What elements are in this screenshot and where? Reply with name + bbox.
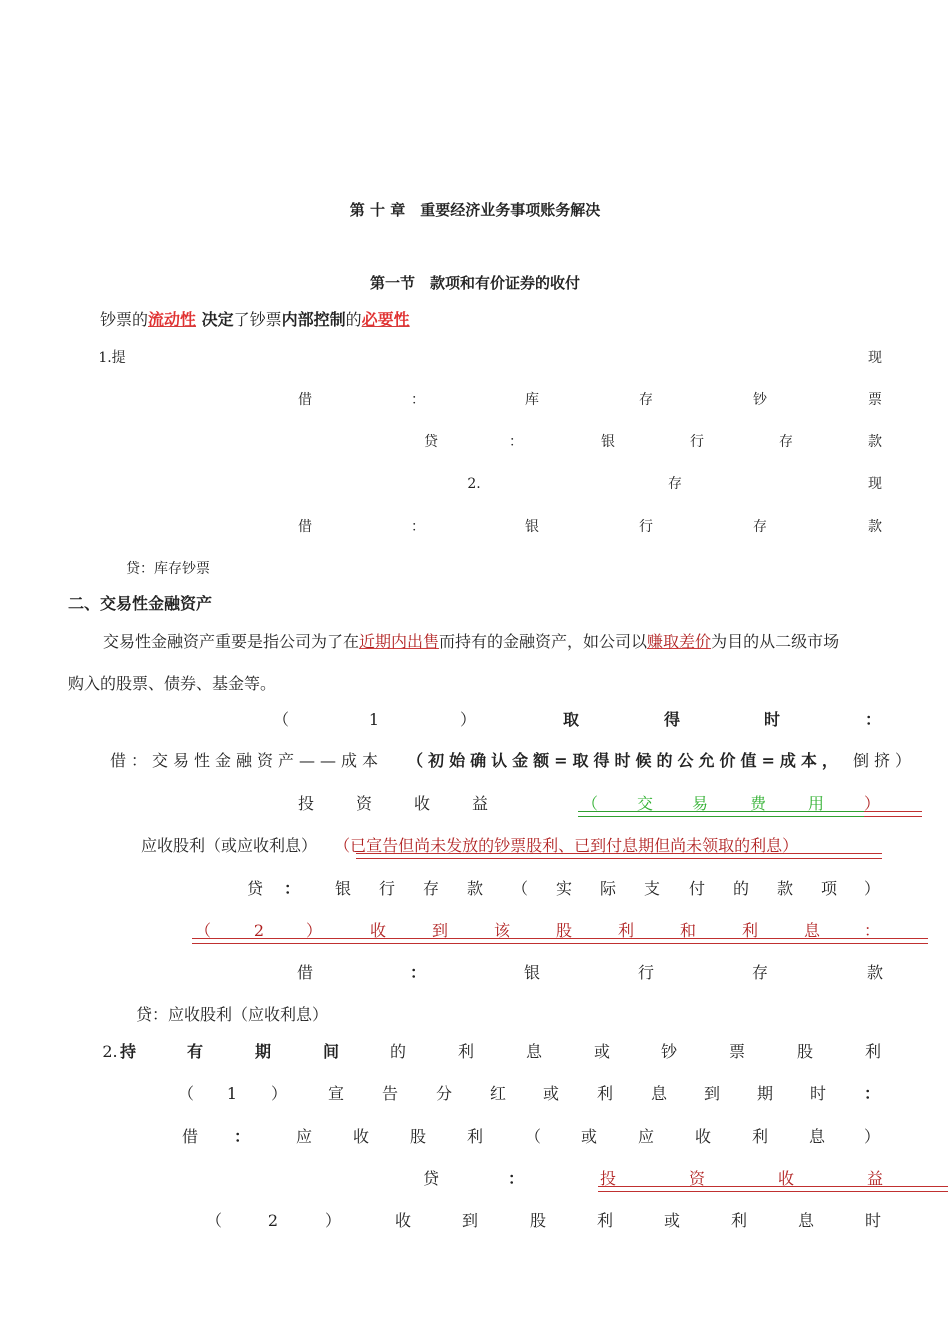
step-char: 利 — [596, 1084, 614, 1103]
entry-char: 投 — [297, 794, 315, 813]
heading-char: 或 — [593, 1042, 611, 1061]
heading-char: 期 — [254, 1042, 272, 1061]
fee-char: ） — [863, 794, 881, 813]
entry-char: 款 — [868, 519, 882, 535]
entry-char: 钞 — [753, 392, 767, 408]
para-text: 而持有的金融资产，如公司以 — [439, 632, 648, 651]
entry-char: 资 — [355, 794, 373, 813]
entry-char: 投 — [599, 1169, 617, 1188]
entry-char: 借 — [181, 1127, 199, 1146]
entry-char: 款 — [466, 879, 484, 898]
entry-char: 行 — [690, 434, 704, 450]
intro-text: 了钞票 — [233, 310, 282, 329]
step-char: 取 — [562, 710, 580, 729]
heading-char: 票 — [728, 1042, 746, 1061]
entry-char: 际 — [599, 879, 617, 898]
entry-char: 收 — [777, 1169, 795, 1188]
step-char: （ — [205, 1211, 223, 1230]
entry-char: 股 — [409, 1127, 427, 1146]
step-char: 股 — [555, 921, 573, 940]
entry-char: 益 — [471, 794, 489, 813]
entry-char: 款 — [776, 879, 794, 898]
item-text: 现 — [868, 350, 882, 366]
entry-char: （ — [511, 879, 529, 898]
step-char: 股 — [529, 1211, 547, 1230]
entry-text: 借：交易性金融资产——成本 — [110, 751, 384, 770]
entry-char: 收 — [694, 1127, 712, 1146]
item-number: 2. — [467, 476, 481, 492]
step-char: 到 — [461, 1211, 479, 1230]
heading-char: 钞 — [660, 1042, 678, 1061]
step-char: ） — [324, 1211, 342, 1230]
entry-char: 实 — [555, 879, 573, 898]
entry-2-credit — [126, 559, 950, 579]
step-char: 利 — [741, 921, 759, 940]
heading-char: 股 — [796, 1042, 814, 1061]
entry-note: （初始确认金额=取得时候的公允价值=成本， — [407, 751, 843, 770]
step-char: 或 — [542, 1084, 560, 1103]
step-char: 2 — [253, 921, 265, 940]
heading-char: 持 — [119, 1042, 137, 1061]
entry-char: ： — [411, 519, 425, 535]
entry-char: ： — [409, 963, 427, 982]
double-underline — [578, 811, 864, 817]
chapter-title — [0, 200, 950, 220]
intro-highlight: 流动性 — [148, 310, 197, 329]
intro-highlight: 必要性 — [361, 310, 410, 329]
step-2-credit — [136, 1005, 950, 1025]
chapter-title-text: 第 十 章 重要经济业务事项账务解决 — [349, 201, 601, 219]
step-char: （ — [194, 921, 212, 940]
entry-char: ： — [233, 1127, 251, 1146]
entry-char: 借 — [298, 392, 312, 408]
paragraph-line-1 — [103, 632, 950, 652]
section-heading-2 — [68, 594, 950, 614]
entry-char: ： — [283, 879, 301, 898]
intro-text: 的 — [345, 310, 362, 329]
step-char: 时 — [763, 710, 781, 729]
entry-char: 银 — [334, 879, 352, 898]
heading-char: 间 — [322, 1042, 340, 1061]
step-char: （ — [177, 1084, 195, 1103]
step-char: ： — [863, 1084, 881, 1103]
step-char: 到 — [431, 921, 449, 940]
entry-char: 项 — [820, 879, 838, 898]
step-char: 或 — [663, 1211, 681, 1230]
intro-text: 内部控制 — [281, 310, 346, 329]
entry-char: ： — [411, 392, 425, 408]
step-char: 分 — [435, 1084, 453, 1103]
para-highlight: 近期内出售 — [359, 632, 440, 651]
fee-char: 费 — [749, 794, 767, 813]
step-char: 息 — [797, 1211, 815, 1230]
entry-text: 贷：应收股利（应收利息） — [136, 1005, 329, 1024]
step-char: ） — [270, 1084, 288, 1103]
step-char: 利 — [596, 1211, 614, 1230]
entry-note: 倒挤） — [853, 751, 917, 770]
intro-line — [100, 310, 950, 330]
fee-char: 交 — [636, 794, 654, 813]
fee-char: （ — [581, 794, 599, 813]
step-char: 利 — [730, 1211, 748, 1230]
double-underline — [864, 811, 922, 817]
entry-char: 借 — [298, 519, 312, 535]
intro-text: 决定 — [196, 310, 234, 329]
entry-char: 收 — [413, 794, 431, 813]
double-underline — [192, 938, 928, 944]
section-heading-text: 第一节 款项和有价证券的收付 — [369, 274, 580, 292]
step-char: 2 — [267, 1211, 279, 1230]
step-char: 息 — [650, 1084, 668, 1103]
paragraph-line-2 — [68, 674, 950, 694]
entry-char: 利 — [466, 1127, 484, 1146]
para-text: 为目的从二级市场 — [711, 632, 840, 651]
entry-char: 存 — [779, 434, 793, 450]
double-underline — [598, 1186, 948, 1192]
entry-char: ） — [863, 879, 881, 898]
heading-char: 利 — [457, 1042, 475, 1061]
entry-char: 行 — [639, 519, 653, 535]
step-char: 宣 — [327, 1084, 345, 1103]
entry-char: 存 — [422, 879, 440, 898]
step-char: 收 — [394, 1211, 412, 1230]
item-text: 存 — [668, 476, 682, 492]
entry-char: 借 — [296, 963, 314, 982]
entry-char: 存 — [751, 963, 769, 982]
entry-char: 银 — [601, 434, 615, 450]
entry-char: 票 — [868, 392, 882, 408]
para-text: 交易性金融资产重要是指公司为了在 — [103, 632, 360, 651]
item-number: 1.提 — [98, 350, 126, 366]
step-char: 时 — [809, 1084, 827, 1103]
step-char: 利 — [617, 921, 635, 940]
entry-char: 收 — [352, 1127, 370, 1146]
section-heading-text: 二、交易性金融资产 — [68, 594, 213, 613]
fee-char: 易 — [691, 794, 709, 813]
entry-char: 银 — [523, 963, 541, 982]
entry-char: 贷 — [246, 879, 264, 898]
heading-char: 利 — [864, 1042, 882, 1061]
step-char: 收 — [369, 921, 387, 940]
step-char: 告 — [381, 1084, 399, 1103]
entry-char: 贷 — [422, 1169, 440, 1188]
step-char: 到 — [703, 1084, 721, 1103]
step-char: （ — [272, 710, 290, 729]
step-char: 和 — [679, 921, 697, 940]
heading-char: 的 — [389, 1042, 407, 1061]
entry-char: 贷 — [424, 434, 438, 450]
double-underline — [356, 853, 882, 859]
step-1-debit — [110, 751, 950, 771]
item-text: 现 — [868, 476, 882, 492]
entry-char: 应 — [637, 1127, 655, 1146]
intro-text: 钞票的 — [100, 310, 149, 329]
step-char: 1 — [368, 710, 380, 729]
entry-char: 款 — [866, 963, 884, 982]
step-char: ： — [864, 710, 882, 729]
step-char: ） — [305, 921, 323, 940]
entry-char: 应 — [295, 1127, 313, 1146]
entry-char: 息 — [808, 1127, 826, 1146]
entry-char: ： — [509, 434, 523, 450]
fee-char: 用 — [807, 794, 825, 813]
step-char: 1 — [226, 1084, 238, 1103]
entry-char: 或 — [580, 1127, 598, 1146]
heading-char: 2. — [102, 1042, 118, 1061]
entry-char: 银 — [525, 519, 539, 535]
step-char: 该 — [493, 921, 511, 940]
entry-char: ） — [863, 1127, 881, 1146]
entry-text: 应收股利（或应收利息） — [141, 836, 318, 855]
step-char: 得 — [663, 710, 681, 729]
heading-char: 息 — [525, 1042, 543, 1061]
entry-char: 款 — [868, 434, 882, 450]
para-highlight: 赚取差价 — [647, 632, 712, 651]
entry-char: 存 — [753, 519, 767, 535]
entry-char: 存 — [639, 392, 653, 408]
para-text: 购入的股票、债券、基金等。 — [68, 674, 277, 693]
entry-char: 付 — [688, 879, 706, 898]
step-char: ） — [459, 710, 477, 729]
entry-char: 益 — [866, 1169, 884, 1188]
step-char: 时 — [864, 1211, 882, 1230]
entry-char: 资 — [688, 1169, 706, 1188]
entry-char: ： — [507, 1169, 525, 1188]
entry-char: （ — [524, 1127, 542, 1146]
entry-text: 贷：库存钞票 — [126, 561, 210, 577]
entry-note: （已宣告但尚未发放的钞票股利、已到付息期但尚未领取的利息） — [334, 836, 799, 855]
entry-char: 行 — [637, 963, 655, 982]
entry-char: 利 — [751, 1127, 769, 1146]
section-heading-1 — [0, 273, 950, 293]
entry-char: 支 — [643, 879, 661, 898]
heading-char: 有 — [186, 1042, 204, 1061]
step-char: 红 — [489, 1084, 507, 1103]
entry-char: 行 — [378, 879, 396, 898]
entry-char: 的 — [732, 879, 750, 898]
step-char: 息 — [803, 921, 821, 940]
step-char: ： — [863, 921, 881, 940]
entry-char: 库 — [525, 392, 539, 408]
step-char: 期 — [756, 1084, 774, 1103]
